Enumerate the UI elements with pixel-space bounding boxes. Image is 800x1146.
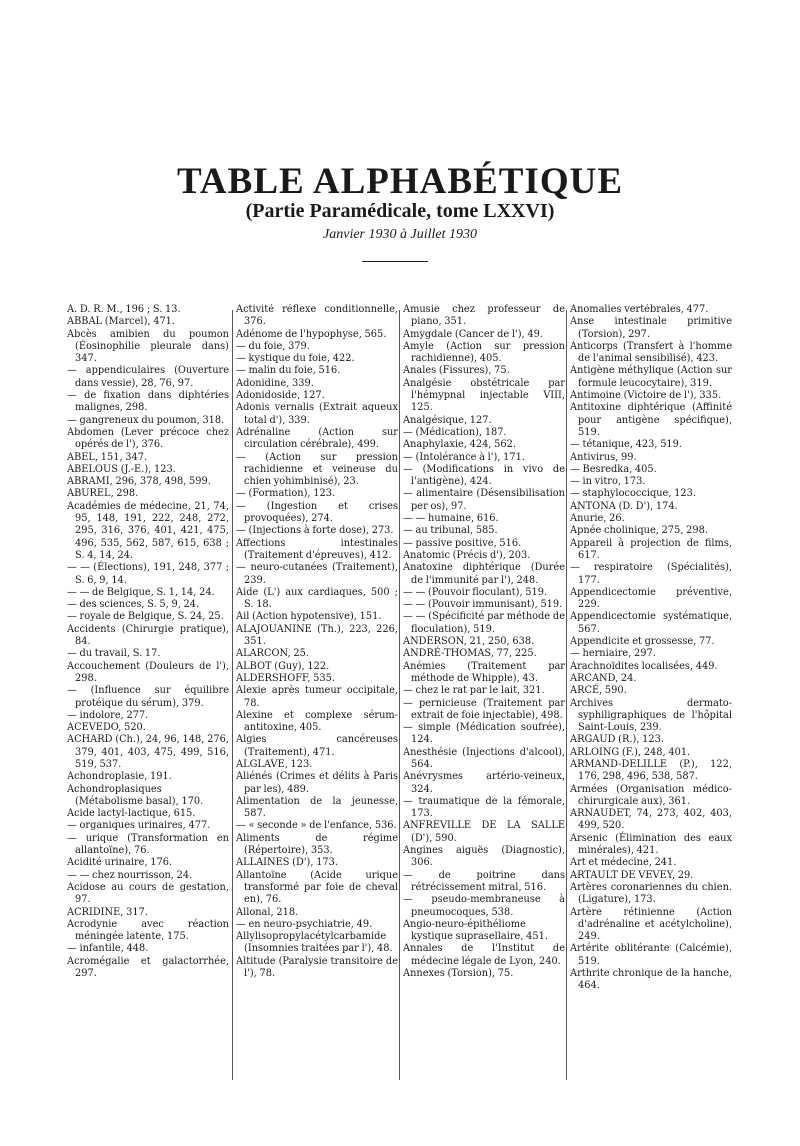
index-entry: Anémies (Traitement par méthode de Whipple), 43. xyxy=(403,660,565,684)
index-entry: Anaphylaxie, 424, 562. xyxy=(403,439,516,451)
index-column-2 xyxy=(236,304,398,980)
index-entry: — — humaine, 616. xyxy=(403,513,499,525)
index-entry: Alimentation de la jeunesse, 587. xyxy=(236,795,398,820)
index-entry: Acrodynie avec réaction méningée latente, 175. xyxy=(67,918,229,943)
index-entry: Adonidine, 339. xyxy=(236,377,314,389)
index-entry: ABRAMI, 296, 378, 498, 599. xyxy=(67,476,211,488)
index-entry: Alexine et complexe sérum-antitoxine, 405. xyxy=(236,709,398,734)
index-entry: — (Influence sur équilibre protéique du sérum), 379. xyxy=(67,685,229,709)
index-entry: — au tribunal, 585. xyxy=(403,525,498,537)
index-entry: ARCAND, 24. xyxy=(570,672,637,684)
index-entry: ABELOUS (J.-E.), 123. xyxy=(67,463,176,475)
index-entry: — simple (Médication soufrée), 124. xyxy=(403,722,565,746)
index-entry: Abdomen (Lever précoce chez opérés de l'), 376. xyxy=(67,426,229,451)
index-entry: Appendicectomie préventive, 229. xyxy=(570,586,732,611)
index-entry: Aliments de régime (Répertoire), 353. xyxy=(236,832,398,857)
index-entry: Académies de médecine, 21, 74, 95, 148, 191, 222, 248, 272, 295, 316, 376, 401, 421, 475, 496, 535, 562, 587, 615, 638 ; S. 4, 14, 24. xyxy=(67,500,229,561)
index-entry: ALBOT (Guy), 122. xyxy=(236,660,330,672)
index-entry: — (Formation), 123. xyxy=(236,488,336,500)
index-entry: — urique (Transformation en allantoïne), 76. xyxy=(67,832,229,857)
index-entry: Acide lactyl-lactique, 615. xyxy=(67,808,196,820)
date-range: Janvier 1930 à Juillet 1930 xyxy=(323,227,477,242)
index-entry: — de poitrine dans rétrécissement mitral, 516. xyxy=(403,869,565,893)
index-entry: — infantile, 448. xyxy=(67,943,149,955)
index-entry: ALAJOUANINE (Th.), 223, 226, 351. xyxy=(236,623,398,648)
index-entry: Acidité urinaire, 176. xyxy=(67,857,173,869)
index-entry: ACEVEDO, 520. xyxy=(67,722,146,734)
index-entry: — passive positive, 516. xyxy=(403,537,522,549)
index-entry: Appendicectomie systématique, 567. xyxy=(570,611,732,635)
index-entry: Analgésique, 127. xyxy=(403,414,492,426)
index-entry: Anesthésie (Injections d'alcool), 564. xyxy=(403,746,565,770)
index-entry: — (Modifications in vivo de l'antigène), 424. xyxy=(403,463,565,488)
index-entry: Antivirus, 99. xyxy=(570,451,637,463)
index-entry: Amygdale (Cancer de l'), 49. xyxy=(403,328,543,340)
column-divider xyxy=(399,310,400,1080)
index-entry: — — (Élections), 191, 248, 377 ; S. 6, 9, 14. xyxy=(67,562,229,586)
index-column-3 xyxy=(403,304,565,980)
index-entry: — du foie, 379. xyxy=(236,340,310,352)
index-entry: Adonis vernalis (Extrait aqueux total d'), 339. xyxy=(236,402,398,426)
index-entry: Activité réflexe conditionnelle, 376. xyxy=(236,304,398,328)
index-entry: Anatoxine diphtérique (Durée de l'immunité par l'), 248. xyxy=(403,562,565,586)
index-entry: — — (Pouvoir immunisant), 519. xyxy=(403,599,563,611)
index-entry: ABUREL, 298. xyxy=(67,488,139,500)
index-entry: — malin du foie, 516. xyxy=(236,365,341,377)
index-entry: Accidents (Chirurgie pratique), 84. xyxy=(67,623,229,648)
index-entry: Anales (Fissures), 75. xyxy=(403,365,510,377)
index-entry: ALLAINES (D'), 173. xyxy=(236,857,339,869)
index-entry: — appendiculaires (Ouverture dans vessie), 28, 76, 97. xyxy=(67,365,229,389)
index-entry: Annales de l'Institut de médecine légale de Lyon, 240. xyxy=(403,943,565,967)
index-entry: — Besredka, 405. xyxy=(570,463,657,475)
index-entry: — royale de Belgique, S. 24, 25. xyxy=(67,611,224,623)
index-entry: Antigène méthylique (Action sur formule leucocytaire), 319. xyxy=(570,365,732,389)
index-entry: ALGLAVE, 123. xyxy=(236,758,313,770)
index-entry: Archives dermato-syphiligraphiques de l'hôpital Saint-Louis, 239. xyxy=(570,697,732,734)
index-entry: — pernicieuse (Traitement par extrait de foie injectable), 498. xyxy=(403,697,565,721)
index-entry: — herniaire, 297. xyxy=(570,648,656,660)
index-entry: — gangreneux du poumon, 318. xyxy=(67,414,225,426)
index-entry: — respiratoire (Spécialités), 177. xyxy=(570,562,732,586)
index-entry: ARLOING (F.), 248, 401. xyxy=(570,746,691,758)
index-entry: Appendicite et grossesse, 77. xyxy=(570,636,715,648)
index-entry: Affections intestinales (Traitement d'épreuves), 412. xyxy=(236,537,398,561)
index-entry: — neuro-cutanées (Traitement), 239. xyxy=(236,562,398,586)
index-entry: Arachnoïdites localisées, 449. xyxy=(570,660,718,672)
index-entry: Angines aiguës (Diagnostic), 306. xyxy=(403,845,565,869)
index-entry: Antimoine (Victoire de l'), 335. xyxy=(570,390,722,402)
index-entry: — traumatique de la fémorale, 173. xyxy=(403,795,565,820)
index-entry: Abcès amibien du poumon (Éosinophilie pleurale dans) 347. xyxy=(67,328,229,365)
index-column-1 xyxy=(67,304,229,980)
page-title: TABLE ALPHABÉTIQUE xyxy=(176,161,623,202)
index-entry: — — chez nourrisson, 24. xyxy=(67,869,193,881)
index-entry: Allylisopropylacétylcarbamide (Insomnies traitées par l'), 48. xyxy=(236,931,393,955)
index-entry: — chez le rat par le lait, 321. xyxy=(403,685,545,697)
index-entry: Adrénaline (Action sur circulation cérébrale), 499. xyxy=(236,426,398,451)
index-entry: Annexes (Torsion), 75. xyxy=(403,968,514,980)
index-entry: Amusie chez professeur de piano, 351. xyxy=(403,304,565,328)
index-entry: ARNAUDET, 74, 273, 402, 403, 499, 520. xyxy=(570,808,732,832)
index-entry: Apnée cholinique, 275, 298. xyxy=(570,525,708,537)
page-subtitle: (Partie Paramédicale, tome LXXVI) xyxy=(245,200,555,222)
index-entry: — staphylococcique, 123. xyxy=(570,488,696,500)
index-entry: — alimentaire (Désensibilisation per os), 97. xyxy=(403,488,565,512)
index-entry: Artère rétinienne (Action d'adrénaline et acétylcholine), 249. xyxy=(570,906,732,943)
index-entry: Amyle (Action sur pression rachidienne), 405. xyxy=(403,340,565,365)
index-column-4 xyxy=(570,304,732,993)
index-entry: ARCÉ, 590. xyxy=(570,685,627,697)
index-entry: Artères coronariennes du chien. (Ligature), 173. xyxy=(570,881,732,906)
index-entry: — — de Belgique, S. 1, 14, 24. xyxy=(67,586,215,598)
index-entry: Anomalies vertébrales, 477. xyxy=(570,304,709,315)
index-entry: ANFREVILLE DE LA SALLE (D'), 590. xyxy=(403,820,565,844)
index-entry: Acromégalie et galactorrhée, 297. xyxy=(67,955,229,980)
index-entry: — en neuro-psychiatrie, 49. xyxy=(236,918,373,930)
index-entry: Allonal, 218. xyxy=(236,906,299,918)
index-entry: — (Injections à forte dose), 273. xyxy=(236,525,394,537)
index-entry: — « seconde » de l'enfance, 536. xyxy=(236,820,397,832)
index-entry: — tétanique, 423, 519. xyxy=(570,439,683,451)
index-entry: Antitoxine diphtérique (Affinité pour antigène spécifique), 519. xyxy=(570,402,732,438)
index-entry: Acidose au cours de gestation, 97. xyxy=(67,881,229,906)
index-entry: — — (Spécificité par méthode de floculation), 519. xyxy=(403,611,565,635)
index-entry: Accouchement (Douleurs de l'), 298. xyxy=(67,660,229,684)
index-entry: Art et médecine, 241. xyxy=(570,857,677,869)
index-entry: — pseudo-membraneuse à pneumocoques, 538. xyxy=(403,894,565,918)
index-entry: ALDERSHOFF, 535. xyxy=(236,672,335,684)
index-entry: — du travail, S. 17. xyxy=(67,648,161,660)
index-entry: Anévrysmes artério-veineux, 324. xyxy=(403,771,565,795)
index-entry: ABEL, 151, 347. xyxy=(67,451,148,463)
index-entry: Allantoïne (Acide urique transformé par foie de cheval en), 76. xyxy=(236,869,398,906)
index-entry: Achondroplasiques (Métabolisme basal), 170. xyxy=(67,783,204,807)
index-entry: Artérite oblitérante (Calcémie), 519. xyxy=(570,943,732,967)
index-entry: Arsenic (Élimination des eaux minérales), 421. xyxy=(570,832,732,857)
index-entry: — (Ingestion et crises provoquées), 274. xyxy=(236,500,398,525)
index-entry: Altitude (Paralysie transitoire de l'), 78. xyxy=(236,955,398,980)
index-entry: Armées (Organisation médico-chirurgicale aux), 361. xyxy=(570,783,732,807)
index-entry: Aide (L') aux cardiaques, 500 ; S. 18. xyxy=(236,586,398,611)
index-entry: ACRIDINE, 317. xyxy=(67,906,148,918)
index-entry: ANTONA (D. D'), 174. xyxy=(570,500,678,512)
index-columns xyxy=(0,304,800,1104)
index-entry: — (Médication), 187. xyxy=(403,426,507,438)
index-entry: Appareil à projection de films, 617. xyxy=(570,537,732,561)
index-entry: — — (Pouvoir floculant), 519. xyxy=(403,586,548,598)
index-entry: ACHARD (Ch.), 24, 96, 148, 276, 379, 401, 403, 475, 499, 516, 519, 537. xyxy=(67,734,229,770)
index-entry: ABBAL (Marcel), 471. xyxy=(67,316,176,328)
index-entry: — des sciences, S. 5, 9, 24. xyxy=(67,599,200,611)
index-entry: ARTAULT DE VEVEY, 29. xyxy=(570,869,694,881)
index-entry: Adonidoside, 127. xyxy=(236,390,325,402)
index-entry: Alexie après tumeur occipitale, 78. xyxy=(236,685,398,709)
index-entry: Ail (Action hypotensive), 151. xyxy=(236,611,382,623)
index-entry: — (Action sur pression rachidienne et veineuse du chien yohimbinisé), 23. xyxy=(236,451,398,488)
index-entry: ARGAUD (R.), 123. xyxy=(570,734,664,746)
index-entry: Anatomic (Précis d'), 203. xyxy=(403,549,531,561)
index-entry: Achondroplasie, 191. xyxy=(67,771,172,783)
index-entry: ARMAND-DELILLE (P.), 122, 176, 298, 496, 538, 587. xyxy=(570,758,732,783)
index-entry: ANDERSON, 21, 250, 638. xyxy=(403,636,535,648)
column-divider xyxy=(232,310,233,1080)
index-entry: — kystique du foie, 422. xyxy=(236,353,355,365)
index-entry: — indolore, 277. xyxy=(67,709,149,721)
index-entry: A. D. R. M., 196 ; S. 13. xyxy=(67,304,181,315)
index-entry: Aliénés (Crimes et délits à Paris par les), 489. xyxy=(236,771,398,795)
index-entry: — in vitro, 173. xyxy=(570,476,646,488)
index-entry: — de fixation dans diphtéries malignes, 298. xyxy=(67,390,229,414)
index-entry: Arthrite chronique de la hanche, 464. xyxy=(570,968,732,992)
index-entry: — organiques urinaires, 477. xyxy=(67,820,211,832)
index-entry: Angio-neuro-épithéliome kystique suprasellaire, 451. xyxy=(403,918,548,943)
index-entry: Anse intestinale primitive (Torsion), 297. xyxy=(570,316,732,340)
index-entry: ANDRÉ-THOMAS, 77, 225. xyxy=(403,648,537,660)
index-entry: Anticorps (Transfert à l'homme de l'animal sensibilisé), 423. xyxy=(570,340,732,365)
index-entry: ALARCON, 25. xyxy=(236,648,309,660)
index-entry: Algies cancéreuses (Traitement), 471. xyxy=(236,734,398,758)
column-divider xyxy=(566,310,567,1080)
index-entry: Adénome de l'hypophyse, 565. xyxy=(236,328,387,340)
index-entry: — (Intolérance à l'), 171. xyxy=(403,451,525,463)
title-rule xyxy=(362,261,428,262)
index-entry: Anurie, 26. xyxy=(570,513,625,525)
index-entry: Analgésie obstétricale par l'hémypnal injectable VIII, 125. xyxy=(403,377,565,414)
